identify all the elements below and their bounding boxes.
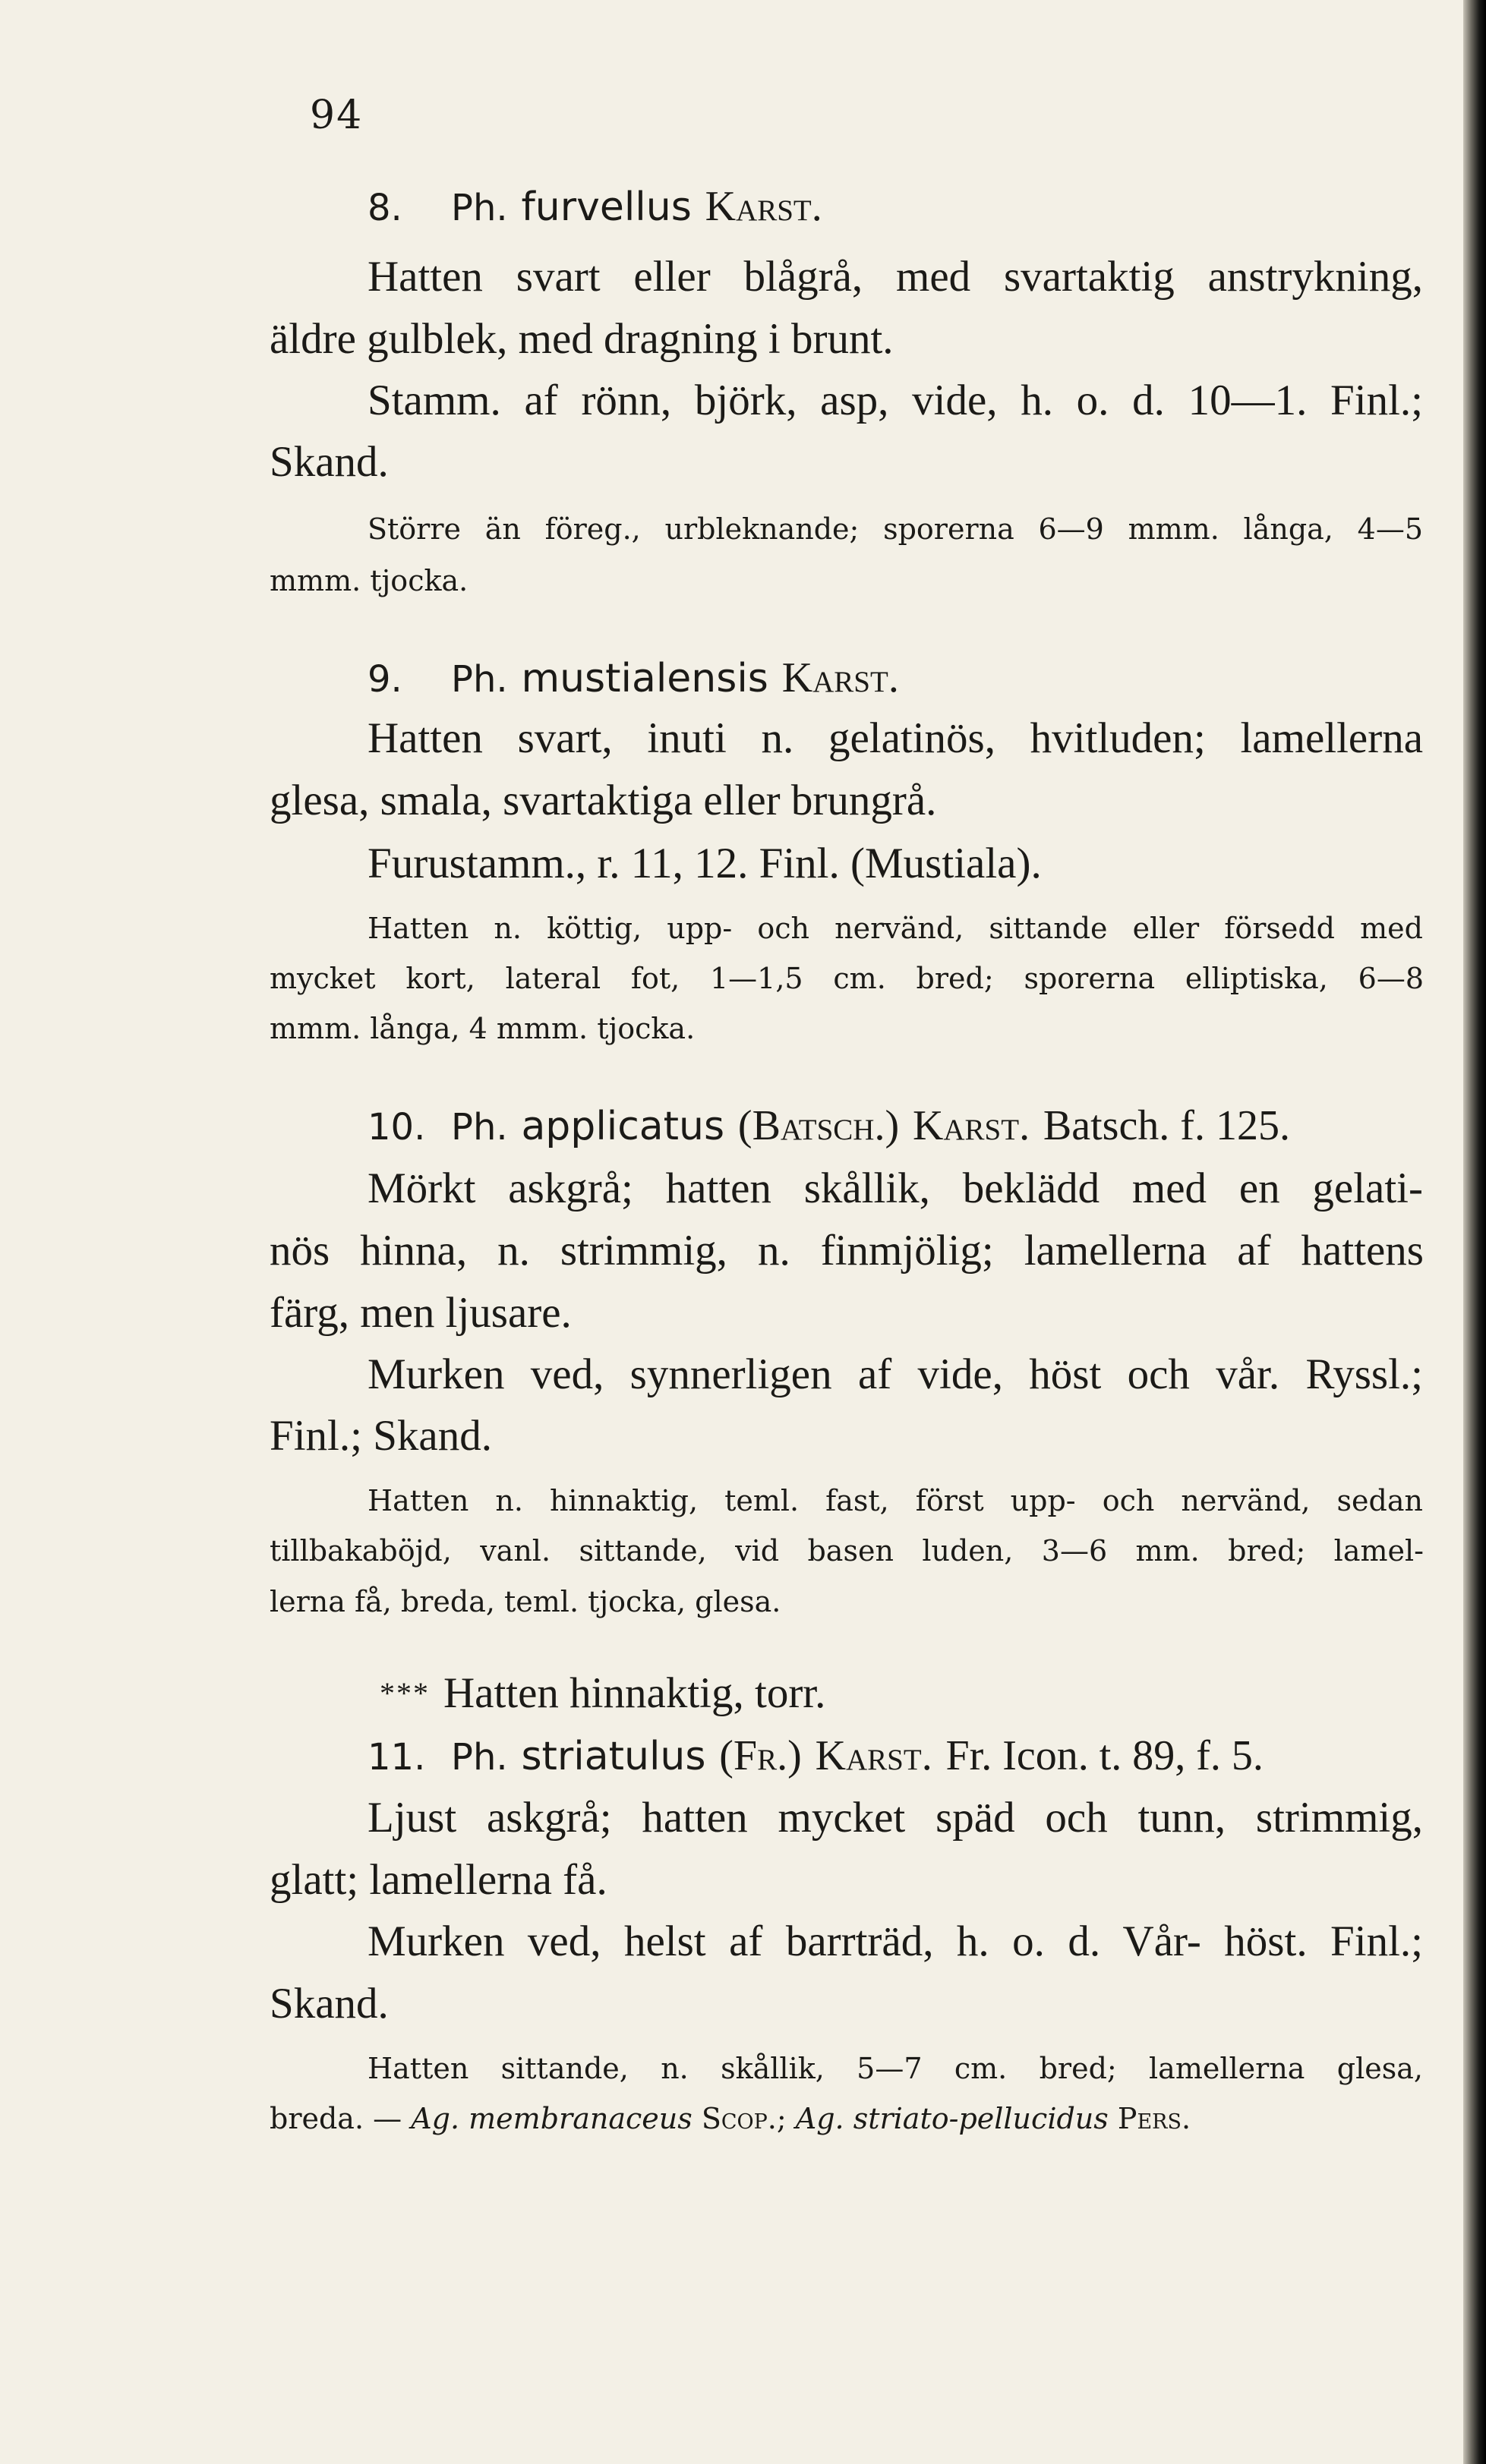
entry-author-prefix: ( <box>719 1732 734 1779</box>
description-line: färg, men ljusare. <box>270 1289 572 1337</box>
description-line: glatt; lamellerna få. <box>270 1856 607 1904</box>
habitat-line: Skand. <box>270 1980 389 2028</box>
entry-species: applicatus <box>521 1104 725 1149</box>
entry-species: furvellus <box>521 184 692 230</box>
entry-heading-11 <box>368 1728 1264 1785</box>
entry-reference: Fr. Icon. t. 89, f. 5. <box>945 1732 1264 1779</box>
note-line: mmm. tjocka. <box>270 564 469 597</box>
entry-heading-8 <box>368 179 822 235</box>
note-line: Hatten n. köttig, upp- och nervänd, sittande eller försedd med <box>368 912 1423 945</box>
entry-author-2: Karst. <box>815 1732 932 1779</box>
note-line: lerna få, breda, teml. tjocka, glesa. <box>270 1585 781 1618</box>
entry-author: Batsch. <box>752 1102 885 1149</box>
entry-author-suffix: ) <box>787 1732 802 1779</box>
section-stars: *** <box>380 1676 430 1710</box>
entry-species: striatulus <box>521 1734 706 1779</box>
habitat-line: Skand. <box>270 438 389 486</box>
section-heading <box>380 1666 825 1721</box>
synonym-author: Pers. <box>1117 2102 1191 2135</box>
habitat-line: Murken ved, synnerligen af vide, höst och vår. Ryssl.; <box>368 1350 1423 1398</box>
habitat-line: Finl.; Skand. <box>270 1412 492 1460</box>
synonym-author: Scop.; <box>701 2102 787 2135</box>
entry-genus: Ph. <box>451 187 508 229</box>
entry-number: 9. <box>368 658 402 701</box>
entry-reference: Batsch. f. 125. <box>1043 1102 1290 1149</box>
description-line: nös hinna, n. strimmig, n. finmjölig; lamellerna af hattens <box>270 1227 1424 1275</box>
page-number: 94 <box>310 93 364 138</box>
entry-author: Karst. <box>705 183 822 230</box>
note-line: Hatten n. hinnaktig, teml. fast, först upp- och nervänd, sedan <box>368 1484 1423 1517</box>
entry-genus: Ph. <box>451 1736 508 1779</box>
note-line: tillbakaböjd, vanl. sittande, vid basen luden, 3—6 mm. bred; lamel- <box>270 1534 1424 1568</box>
description-line: Hatten svart eller blågrå, med svartaktig anstrykning, <box>368 253 1423 301</box>
description-line: Ljust askgrå; hatten mycket späd och tunn, strimmig, <box>368 1794 1423 1842</box>
note-line: Hatten sittande, n. skållik, 5—7 cm. bred; lamellerna glesa, <box>368 2052 1423 2085</box>
synonym-name: Ag. striato-pellucidus <box>795 2102 1109 2135</box>
entry-number: 10. <box>368 1106 426 1149</box>
section-title: Hatten hinnaktig, torr. <box>443 1669 826 1717</box>
entry-author: Karst. <box>781 654 899 701</box>
entry-author-prefix: ( <box>737 1102 752 1149</box>
synonym-name: Ag. membranaceus <box>411 2102 693 2135</box>
note-line: Större än föreg., urbleknande; sporerna 6—9 mmm. långa, 4—5 <box>368 512 1423 546</box>
note-line: mycket kort, lateral fot, 1—1,5 cm. bred; sporerna elliptiska, 6—8 <box>270 962 1424 995</box>
description-line: glesa, smala, svartaktiga eller brungrå. <box>270 777 937 824</box>
synonym-line <box>270 2100 1424 2137</box>
description-line: Hatten svart, inuti n. gelatinös, hvitluden; lamellerna <box>368 714 1423 762</box>
entry-number: 8. <box>368 187 402 229</box>
habitat-line: Stamm. af rönn, björk, asp, vide, h. o. d. 10—1. Finl.; <box>368 377 1423 424</box>
entry-author-2: Karst. <box>912 1102 1030 1149</box>
entry-heading-10 <box>368 1098 1290 1155</box>
note-line: mmm. långa, 4 mmm. tjocka. <box>270 1012 696 1045</box>
entry-genus: Ph. <box>451 658 508 701</box>
page-binding-edge <box>1463 0 1486 2464</box>
synonym-lead: breda. — <box>270 2102 402 2135</box>
entry-species: mustialensis <box>521 656 768 701</box>
entry-genus: Ph. <box>451 1106 508 1149</box>
entry-author-suffix: ) <box>885 1102 900 1149</box>
description-line: Mörkt askgrå; hatten skållik, beklädd med en gelati- <box>368 1164 1423 1212</box>
description-line: äldre gulblek, med dragning i brunt. <box>270 315 894 363</box>
entry-number: 11. <box>368 1736 426 1779</box>
habitat-line: Murken ved, helst af barrträd, h. o. d. Vår- höst. Finl.; <box>368 1917 1423 1965</box>
entry-author: Fr. <box>733 1732 788 1779</box>
habitat-line: Furustamm., r. 11, 12. Finl. (Mustiala). <box>368 840 1042 887</box>
entry-heading-9 <box>368 651 899 707</box>
